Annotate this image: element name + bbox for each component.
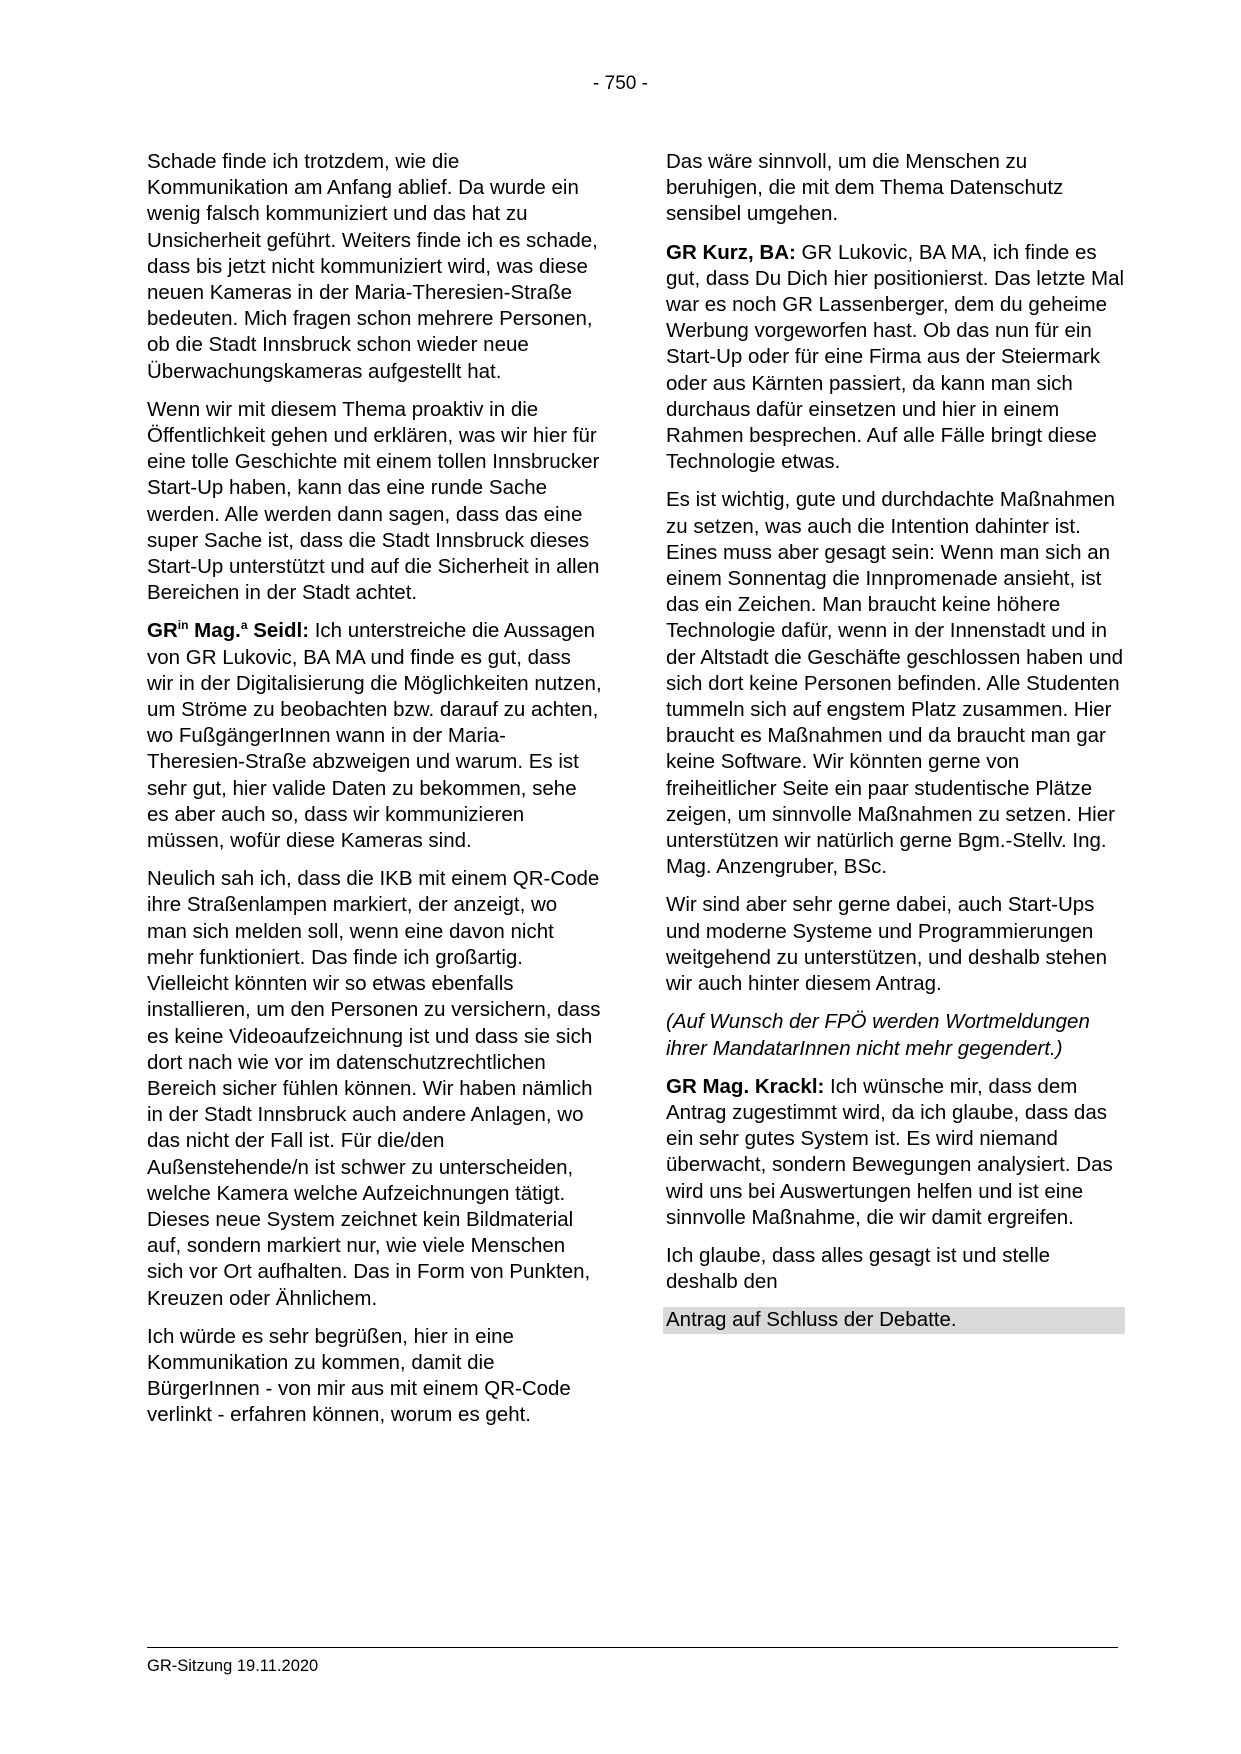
motion-highlight: Antrag auf Schluss der Debatte. <box>663 1307 1125 1333</box>
paragraph: Schade finde ich trotzdem, wie die Kommunikation am Anfang ablief. Da wurde ein wenig falsch kommuniziert und das hat zu Unsicherheit geführt. Weiters finde ich es schade, dass bis jetzt nicht kommuniziert wird, was diese neuen Kameras in der Maria-Theresien-Straße bedeuten. Mich fragen schon mehrere Personen, ob die Stadt Innsbruck schon wieder neue Überwachungskameras aufgestellt hat. <box>147 150 598 383</box>
footer-divider <box>147 1647 1118 1648</box>
speaker-title-gr-sup: in <box>177 618 189 633</box>
paragraph: Wir sind aber sehr gerne dabei, auch Start-Ups und moderne Systeme und Programmierungen weitgehend zu unterstützen, und deshalb stehen wir auch hinter diesem Antrag. <box>666 893 1108 996</box>
speech-seidl <box>147 618 602 854</box>
paragraph: Ich glaube, dass alles gesagt ist und stelle deshalb den <box>666 1243 1051 1294</box>
speech-text: GR Lukovic, BA MA, ich finde es gut, dass Du Dich hier positionierst. Das letzte Mal war es noch GR Lassenberger, dem du geheime Werbung vorgeworfen hast. Ob das nun für ein Start-Up oder für eine Firma aus der Steiermark oder aus Kärnten passiert, da kann man sich durchaus dafür einsetzen und hier in einem Rahmen besprechen. Auf alle Fälle bringt diese Technologie etwas. <box>666 240 1125 474</box>
speaker-surname: Seidl: <box>247 619 310 643</box>
right-column <box>666 149 1126 1346</box>
left-column <box>147 149 602 1441</box>
speaker-title-mag: Mag. <box>188 619 241 643</box>
speech-krackl <box>666 1074 1126 1231</box>
paragraph: Das wäre sinnvoll, um die Menschen zu beruhigen, die mit dem Thema Datenschutz sensibel umgehen. <box>666 150 1064 226</box>
motion-paragraph <box>666 1307 1126 1333</box>
page-number: - 750 - <box>593 73 648 94</box>
paragraph: Ich würde es sehr begrüßen, hier in eine Kommunikation zu kommen, damit die BürgerInnen - von mir aus mit einem QR-Code verlinkt - erfahren können, worum es geht. <box>147 1324 571 1427</box>
footer-session-date: GR-Sitzung 19.11.2020 <box>147 1657 319 1675</box>
paragraph: Wenn wir mit diesem Thema proaktiv in die Öffentlichkeit gehen und erklären, was wir hier für eine tolle Geschichte mit einem tollen Innsbrucker Start-Up haben, kann das eine runde Sache werden. Alle werden dann sagen, dass das eine super Sache ist, dass die Stadt Innsbruck dieses Start-Up unterstützt und auf die Sicherheit in allen Bereichen in der Stadt achtet. <box>147 397 600 605</box>
speaker-name: GR Kurz, BA: <box>666 240 796 264</box>
speaker-name <box>147 619 309 642</box>
paragraph: Es ist wichtig, gute und durchdachte Maßnahmen zu setzen, was auch die Intention dahinter ist. Eines muss aber gesagt sein: Wenn man sich an einem Sonnentag die Innpromenade ansieht, ist das ein Zeichen. Man braucht keine höhere Technologie dafür, wenn in der Innenstadt und in der Altstadt die Geschäfte geschlossen haben und sich dort keine Personen befinden. Alle Studenten tummeln sich auf engstem Platz zusammen. Hier braucht es Maßnahmen und da braucht man gar keine Software. Wir könnten gerne von freiheitlicher Seite ein paar studentische Plätze zeigen, um sinnvolle Maßnahmen zu setzen. Hier unterstützen wir natürlich gerne Bgm.-Stellv. Ing. Mag. Anzengruber, BSc. <box>666 488 1124 879</box>
speaker-title-gr: GR <box>147 619 178 643</box>
speaker-name: GR Mag. Krackl: <box>666 1074 825 1098</box>
speech-text: Ich wünsche mir, dass dem Antrag zugestimmt wird, da ich glaube, dass das ein sehr gutes System ist. Es wird niemand überwacht, sondern Bewegungen analysiert. Das wird uns bei Auswertungen helfen und ist eine sinnvolle Maßnahme, die wir damit ergreifen. <box>666 1074 1113 1229</box>
speech-text: Ich unterstreiche die Aussagen von GR Lukovic, BA MA und finde es gut, dass wir in der Digitalisierung die Möglichkeiten nutzen, um Ströme zu beobachten bzw. darauf zu achten, wo FußgängerInnen wann in der Maria-Theresien-Straße abzweigen und warum. Es ist sehr gut, hier valide Daten zu bekommen, sehe es aber auch so, dass wir kommunizieren müssen, wofür diese Kameras sind. <box>147 619 602 853</box>
editorial-note: (Auf Wunsch der FPÖ werden Wortmeldungen ihrer MandatarInnen nicht mehr gegendert.) <box>666 1010 1090 1060</box>
speech-kurz <box>666 240 1126 476</box>
speaker-title-mag-sup: a <box>240 618 248 633</box>
paragraph: Neulich sah ich, dass die IKB mit einem QR-Code ihre Straßenlampen markiert, der anzeigt, wo man sich melden soll, wenn eine davon nicht mehr funktioniert. Das finde ich großartig. Vielleicht könnten wir so etwas ebenfalls installieren, um den Personen zu versichern, dass es keine Videoaufzeichnung ist und dass sie sich dort nach wie vor im datenschutzrechtlichen Bereich sicher fühlen können. Wir haben nämlich in der Stadt Innsbruck auch andere Anlagen, wo das nicht der Fall ist. Für die/den Außenstehende/n ist schwer zu unterscheiden, welche Kamera welche Aufzeichnungen tätigt. Dieses neue System zeichnet kein Bildmaterial auf, sondern markiert nur, wie viele Menschen sich vor Ort aufhalten. Das in Form von Punkten, Kreuzen oder Ähnlichem. <box>147 867 601 1310</box>
